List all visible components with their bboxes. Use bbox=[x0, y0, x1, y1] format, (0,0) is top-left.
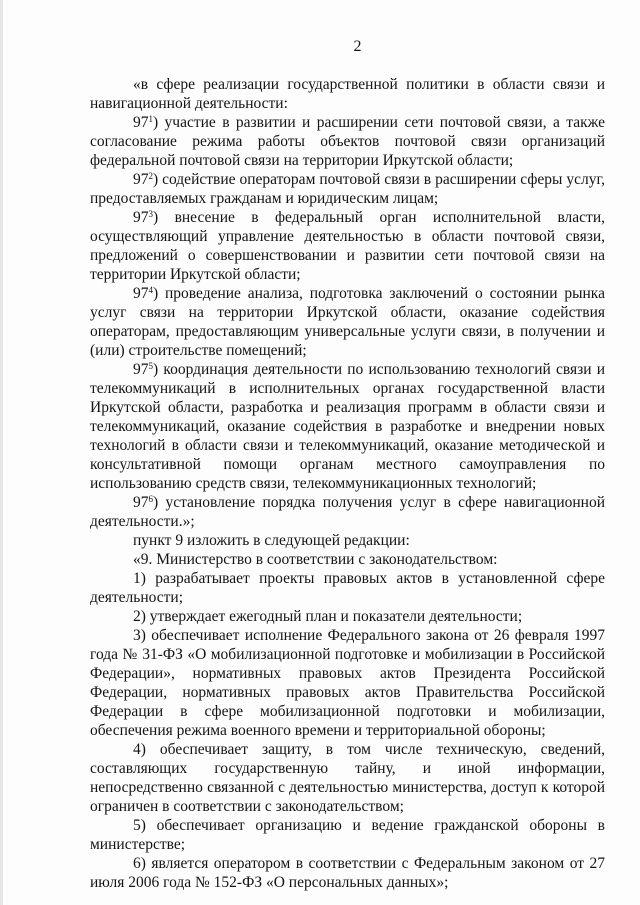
item-number: 97 bbox=[133, 209, 149, 226]
item-superscript: 6 bbox=[148, 494, 153, 504]
paragraph-9-5 bbox=[90, 816, 605, 854]
item-number: 97 bbox=[133, 361, 149, 378]
paragraph-97-4 bbox=[90, 284, 605, 360]
item-number: 97 bbox=[133, 114, 149, 131]
paragraph-97-5 bbox=[90, 360, 605, 493]
paragraph-text: 3) обеспечивает исполнение Федерального закона от 26 февраля 1997 года № 31-ФЗ «О мобилизационной подготовке и мобилизации в Российской Федерации», нормативных правовых актов Президента Российской Федерации, нормативных правовых актов Правительства Российской Федерации в сфере мобилизационной подготовки и мобилизации, обеспечения режима военного времени и территориальной обороны; bbox=[90, 627, 605, 739]
paragraph-9-2 bbox=[90, 607, 605, 626]
item-number: 97 bbox=[133, 285, 149, 302]
paragraph-text: ) установление порядка получения услуг в сфере навигационной деятельности.»; bbox=[90, 494, 605, 530]
paragraph-text: ) координация деятельности по использованию технологий связи и телекоммуникаций в исполнительных органах государственной власти Иркутской области, разработка и реализация программ в области связи и телекоммуникаций, оказание содействия в разработке и внедрении новых технологий в области связи и телекоммуникаций, оказание методической и консультативной помощи органам местного самоуправления по использованию средств связи, телекоммуникационных технологий; bbox=[90, 361, 605, 492]
paragraph-text: ) содействие операторам почтовой связи в расширении сферы услуг, предоставляемых гражданам и юридическим лицам; bbox=[90, 171, 605, 207]
paragraph-point-9-heading bbox=[90, 531, 605, 550]
paragraph-text: «в сфере реализации государственной политики в области связи и навигационной деятельности: bbox=[90, 76, 605, 112]
paragraph-text: ) проведение анализа, подготовка заключений о состоянии рынка услуг связи на территории Иркутской области, оказание содействия операторам, предоставляющим универсальные услуги связи, в получении и (или) строительстве помещений; bbox=[90, 285, 605, 359]
paragraph-97-2 bbox=[90, 170, 605, 208]
paragraph-text: «9. Министерство в соответствии с законодательством: bbox=[133, 551, 498, 568]
scan-edge bbox=[0, 0, 3, 905]
page-number: 2 bbox=[353, 38, 362, 55]
paragraph-9 bbox=[90, 550, 605, 569]
paragraph-text: 1) разрабатывает проекты правовых актов в установленной сфере деятельности; bbox=[90, 570, 605, 606]
paragraph-text: 5) обеспечивает организацию и ведение гражданской обороны в министерстве; bbox=[90, 817, 605, 853]
item-superscript: 4 bbox=[148, 285, 153, 295]
paragraph-intro bbox=[90, 75, 605, 113]
paragraph-9-6 bbox=[90, 854, 605, 892]
paragraph-text: 4) обеспечивает защиту, в том числе техническую, сведений, составляющих государственную тайну, и иной информации, непосредственно связанной с деятельностью министерства, доступ к которой ограничен в соответствии с законодательством; bbox=[90, 741, 605, 815]
item-number: 97 bbox=[133, 171, 149, 188]
item-superscript: 3 bbox=[148, 209, 153, 219]
paragraph-9-4 bbox=[90, 740, 605, 816]
item-superscript: 2 bbox=[148, 171, 153, 181]
paragraph-text: ) участие в развитии и расширении сети почтовой связи, а также согласование режима работы объектов почтовой связи организаций федеральной почтовой связи на территории Иркутской области; bbox=[90, 114, 605, 169]
paragraph-9-1 bbox=[90, 569, 605, 607]
paragraph-text: пункт 9 изложить в следующей редакции: bbox=[133, 532, 410, 549]
paragraph-text: ) внесение в федеральный орган исполнительной власти, осуществляющий управление деятельностью в области почтовой связи, предложений о совершенствовании и развитии сети почтовой связи на территории Иркутской области; bbox=[90, 209, 605, 283]
item-superscript: 1 bbox=[148, 114, 153, 124]
paragraph-97-6 bbox=[90, 493, 605, 531]
item-number: 97 bbox=[133, 494, 149, 511]
paragraph-97-1 bbox=[90, 113, 605, 170]
paragraph-97-3 bbox=[90, 208, 605, 284]
item-superscript: 5 bbox=[148, 361, 153, 371]
paragraph-text: 6) является оператором в соответствии с Федеральным законом от 27 июля 2006 года № 152-ФЗ «О персональных данных»; bbox=[90, 855, 605, 891]
paragraph-text: 2) утверждает ежегодный план и показатели деятельности; bbox=[133, 608, 523, 625]
paragraph-9-3 bbox=[90, 626, 605, 740]
